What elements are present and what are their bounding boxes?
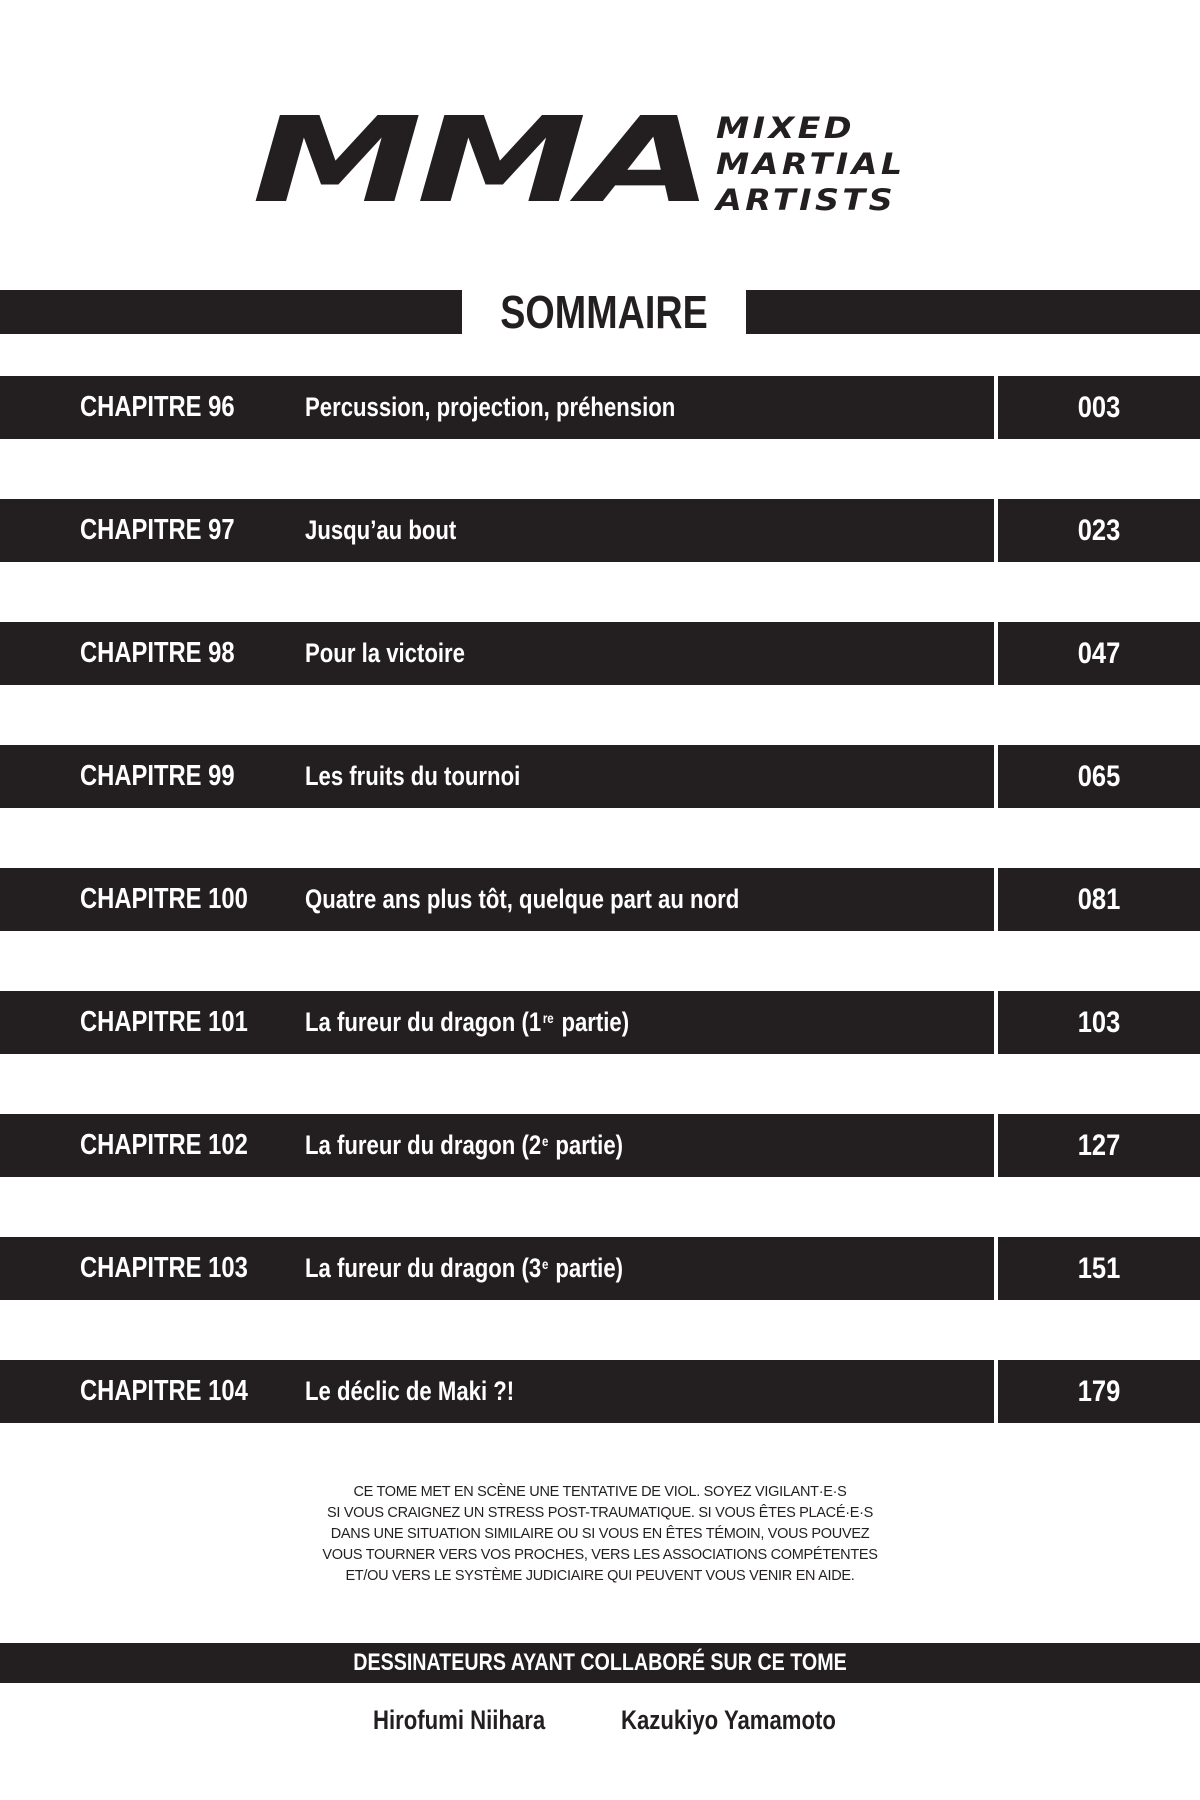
chapter-title-text: partie): [549, 1253, 624, 1283]
chapter-label: CHAPITRE 99: [80, 760, 235, 792]
chapter-row[interactable]: [0, 622, 1200, 685]
credits-title: DESSINATEURS AYANT COLLABORÉ SUR CE TOME: [353, 1649, 847, 1676]
logo-subtitle: [716, 110, 956, 218]
chapter-title: [305, 991, 629, 1054]
chapter-row[interactable]: [0, 499, 1200, 562]
chapter-row[interactable]: [0, 745, 1200, 808]
chapter-page-number: 081: [1077, 883, 1121, 916]
chapter-page-box: [998, 1360, 1200, 1423]
chapter-row[interactable]: [0, 1114, 1200, 1177]
chapter-main-bar: [0, 376, 994, 439]
chapter-page-box: [998, 1114, 1200, 1177]
chapter-page-box: [998, 745, 1200, 808]
logo-subtitle-line: MIXED: [716, 111, 856, 145]
chapter-page-number: 151: [1077, 1252, 1121, 1285]
chapter-page-number: 047: [1077, 637, 1121, 670]
chapter-title-superscript: e: [541, 1256, 549, 1272]
chapter-main-bar: [0, 622, 994, 685]
artist-list: [0, 1700, 1200, 1740]
chapter-title-text: La fureur du dragon (2: [305, 1130, 542, 1160]
chapter-page-number: 127: [1077, 1129, 1121, 1162]
chapter-row[interactable]: [0, 991, 1200, 1054]
chapter-page-number: 103: [1077, 1006, 1121, 1039]
chapter-label: CHAPITRE 104: [80, 1375, 248, 1407]
chapter-main-bar: [0, 868, 994, 931]
mma-logo: [252, 91, 906, 229]
chapter-page-box: [998, 1237, 1200, 1300]
chapter-label: CHAPITRE 100: [80, 883, 248, 915]
chapter-main-bar: [0, 745, 994, 808]
chapter-page-number: 003: [1077, 391, 1121, 424]
logo-subtitle-line: MARTIAL: [716, 147, 906, 181]
chapter-page-number: 023: [1077, 514, 1121, 547]
chapter-page-box: [998, 868, 1200, 931]
chapter-page-box: [998, 376, 1200, 439]
chapter-label: CHAPITRE 101: [80, 1006, 248, 1038]
chapter-title: Percussion, projection, préhension: [305, 392, 676, 422]
chapter-page-box: [998, 499, 1200, 562]
logo-subtitle-line: ARTISTS: [716, 183, 897, 217]
chapter-row[interactable]: [0, 376, 1200, 439]
chapter-main-bar: [0, 1237, 994, 1300]
chapter-title: Quatre ans plus tôt, quelque part au nord: [305, 884, 740, 914]
chapter-label: CHAPITRE 98: [80, 637, 235, 669]
chapter-label: CHAPITRE 103: [80, 1252, 248, 1284]
chapter-title-text: La fureur du dragon (3: [305, 1253, 542, 1283]
logo-mark: MMA: [252, 91, 708, 229]
chapter-title: Le déclic de Maki ?!: [305, 1376, 515, 1406]
title-band: [0, 286, 1200, 338]
artist-name: Hirofumi Niihara: [373, 1705, 546, 1735]
warning-line: DANS UNE SITUATION SIMILAIRE OU SI VOUS EN ÊTES TÉMOIN, VOUS POUVEZ: [330, 1526, 870, 1542]
chapter-label: CHAPITRE 96: [80, 391, 235, 423]
title-bar-left: [0, 290, 462, 334]
chapter-title: [305, 1237, 623, 1300]
chapter-title-text: partie): [549, 1130, 624, 1160]
chapter-main-bar: [0, 1114, 994, 1177]
chapter-title-text: partie): [555, 1007, 630, 1037]
chapter-title: Jusqu’au bout: [305, 515, 457, 545]
page-title: SOMMAIRE: [500, 286, 708, 338]
chapter-title: [305, 1114, 623, 1177]
chapter-main-bar: [0, 499, 994, 562]
chapter-row[interactable]: [0, 1237, 1200, 1300]
credits-bar: [0, 1643, 1200, 1683]
warning-line: VOUS TOURNER VERS VOS PROCHES, VERS LES ASSOCIATIONS COMPÉTENTES: [322, 1547, 878, 1563]
chapter-main-bar: [0, 1360, 994, 1423]
chapter-label: CHAPITRE 102: [80, 1129, 248, 1161]
chapter-row[interactable]: [0, 868, 1200, 931]
chapter-title-superscript: re: [542, 1010, 554, 1026]
chapter-title: Pour la victoire: [305, 638, 465, 668]
chapter-main-bar: [0, 991, 994, 1054]
warning-line: SI VOUS CRAIGNEZ UN STRESS POST-TRAUMATIQUE. SI VOUS ÊTES PLACÉ·E·S: [326, 1505, 874, 1521]
chapter-title-text: La fureur du dragon (1: [305, 1007, 542, 1037]
artist-name: Kazukiyo Yamamoto: [621, 1705, 836, 1735]
warning-line: ET/OU VERS LE SYSTÈME JUDICIAIRE QUI PEUVENT VOUS VENIR EN AIDE.: [345, 1568, 855, 1584]
chapter-row[interactable]: [0, 1360, 1200, 1423]
chapter-page-number: 065: [1077, 760, 1121, 793]
warning-line: CE TOME MET EN SCÈNE UNE TENTATIVE DE VIOL. SOYEZ VIGILANT·E·S: [353, 1484, 847, 1500]
chapter-page-box: [998, 622, 1200, 685]
chapter-page-number: 179: [1077, 1375, 1121, 1408]
title-bar-right: [746, 290, 1200, 334]
chapter-title: Les fruits du tournoi: [305, 761, 521, 791]
chapter-page-box: [998, 991, 1200, 1054]
chapter-title-superscript: e: [541, 1133, 549, 1149]
content-warning: [300, 1482, 900, 1587]
chapter-label: CHAPITRE 97: [80, 514, 235, 546]
